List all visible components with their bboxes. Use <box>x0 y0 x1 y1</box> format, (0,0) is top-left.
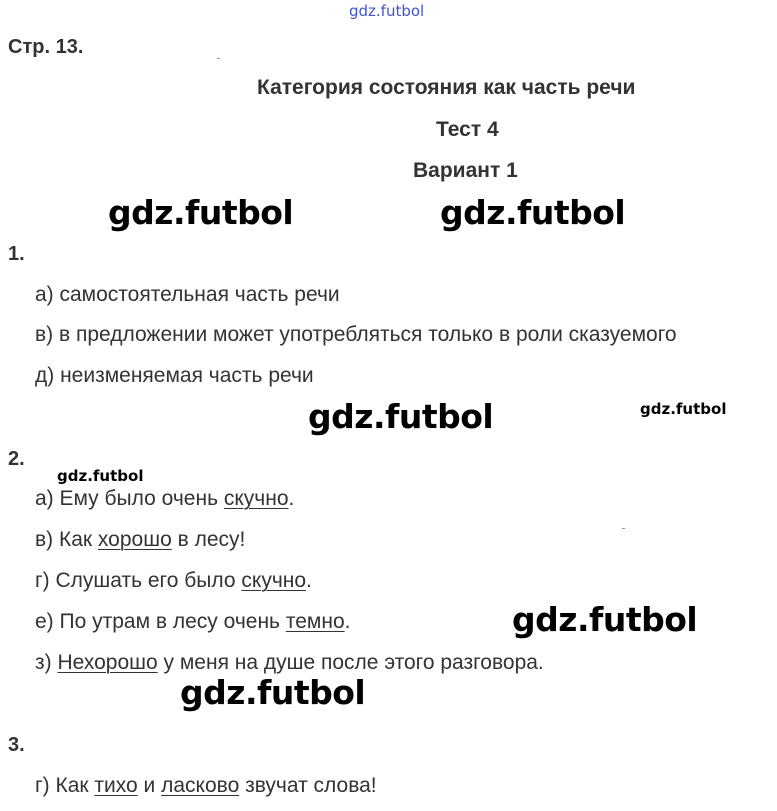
variant-label: Вариант 1 <box>413 159 518 182</box>
watermark: gdz.futbol <box>308 397 494 436</box>
sentence-text: в) Как <box>35 528 98 551</box>
underlined-word: ласково <box>161 774 240 797</box>
sentence-text: и <box>137 774 162 797</box>
sentence-text: г) Как <box>35 774 95 797</box>
watermark: gdz.futbol <box>108 193 294 232</box>
underlined-word: хорошо <box>97 528 172 551</box>
document-title: Категория состояния как часть речи <box>257 76 636 99</box>
scan-speck <box>217 58 220 59</box>
watermark: gdz.futbol <box>180 673 366 712</box>
watermark: gdz.futbol <box>512 600 698 639</box>
test-label: Тест 4 <box>436 118 499 141</box>
scan-speck <box>622 528 625 529</box>
page-label: Стр. 13. <box>8 36 84 58</box>
watermark: gdz.futbol <box>440 193 626 232</box>
question-3-number: 3. <box>8 734 25 756</box>
sentence-text: звучат слова! <box>239 774 377 797</box>
underlined-word: темно <box>285 610 345 633</box>
sentence-text: а) Ему было очень <box>35 487 224 510</box>
underlined-word: Нехорошо <box>57 651 158 674</box>
answer-1v: в) в предложении может употребляться только в роли сказуемого <box>35 323 677 346</box>
sentence-text: г) Слушать его было <box>35 569 242 592</box>
sentence-text: . <box>344 610 351 633</box>
question-2-number: 2. <box>8 448 25 470</box>
watermark: gdz.futbol <box>640 400 727 418</box>
sentence-text: у меня на душе после этого разговора. <box>157 651 544 674</box>
watermark: gdz.futbol <box>57 467 144 485</box>
answer-2v <box>35 528 245 552</box>
underlined-word: тихо <box>94 774 138 797</box>
sentence-text: . <box>288 487 295 510</box>
sentence-text: з) <box>35 651 58 674</box>
answer-3g <box>35 774 377 798</box>
underlined-word: скучно <box>223 487 289 510</box>
underlined-word: скучно <box>241 569 307 592</box>
question-1-number: 1. <box>8 243 25 265</box>
answer-1a: а) самостоятельная часть речи <box>35 283 340 306</box>
answer-2a <box>35 487 294 511</box>
watermark-top[interactable]: gdz.futbol <box>349 2 425 20</box>
sentence-text: в лесу! <box>171 528 246 551</box>
answer-2g <box>35 569 312 593</box>
answer-1d: д) неизменяемая часть речи <box>35 364 314 387</box>
answer-2e <box>35 610 350 634</box>
answer-2z <box>35 651 544 675</box>
sentence-text: е) По утрам в лесу очень <box>35 610 286 633</box>
sentence-text: . <box>306 569 312 592</box>
